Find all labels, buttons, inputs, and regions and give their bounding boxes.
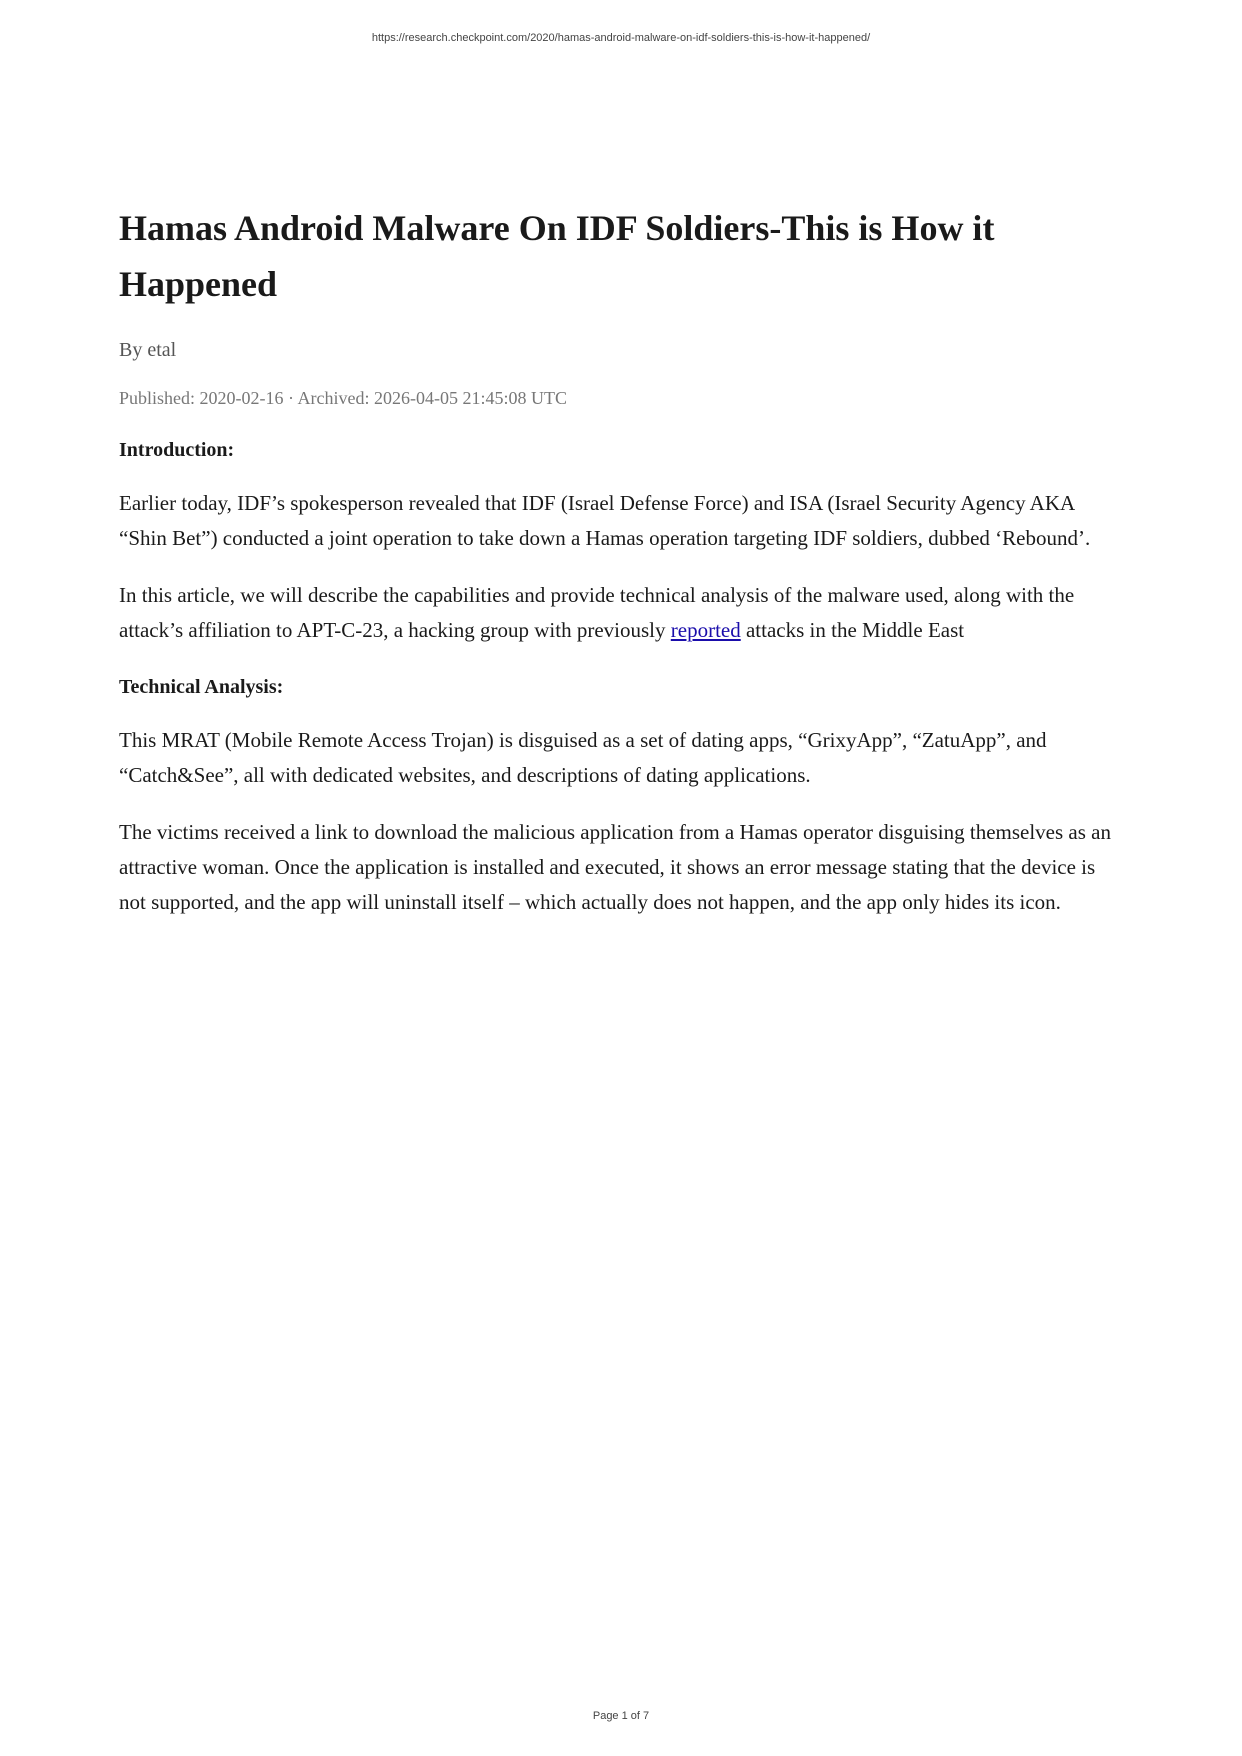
technical-paragraph-2: The victims received a link to download the malicious application from a Hamas operator disguising themselves as an attractive woman. Once the application is installed and executed, it shows an error message stating that the device is not supported, and the app will uninstall itself – which actually does not happen, and the app only hides its icon. <box>119 820 1111 914</box>
technical-analysis-heading: Technical Analysis: <box>119 676 284 698</box>
technical-paragraph-1: This MRAT (Mobile Remote Access Trojan) is disguised as a set of dating apps, “GrixyApp”, “ZatuApp”, and “Catch&See”, all with dedicated websites, and descriptions of dating applications. <box>119 728 1047 787</box>
intro-paragraph-2 <box>119 578 1124 648</box>
page-url-header: https://research.checkpoint.com/2020/hamas-android-malware-on-idf-soldiers-this-is-how-it-happened/ <box>371 32 871 44</box>
article-meta: Published: 2020-02-16 · Archived: 2026-04-05 21:45:08 UTC <box>119 388 567 408</box>
article-title: Hamas Android Malware On IDF Soldiers-This is How it Happened <box>119 208 995 304</box>
introduction-heading: Introduction: <box>119 439 235 461</box>
article-byline: By etal <box>119 339 177 361</box>
reported-link[interactable]: reported <box>670 618 741 642</box>
intro-paragraph-2-end: attacks in the Middle East <box>740 618 965 642</box>
intro-paragraph-1: Earlier today, IDF’s spokesperson revealed that IDF (Israel Defense Force) and ISA (Israel Security Agency AKA “Shin Bet”) conducted a joint operation to take down a Hamas operation targeting IDF soldiers, dubbed ‘Rebound’. <box>119 491 1091 550</box>
page-number-footer: Page 1 of 7 <box>592 1710 650 1722</box>
intro-paragraph-2-start: In this article, we will describe the capabilities and provide technical analysis of the malware used, along with the attack’s affiliation to APT-C-23, a hacking group with previously <box>119 583 1075 642</box>
article-content <box>119 200 1124 941</box>
